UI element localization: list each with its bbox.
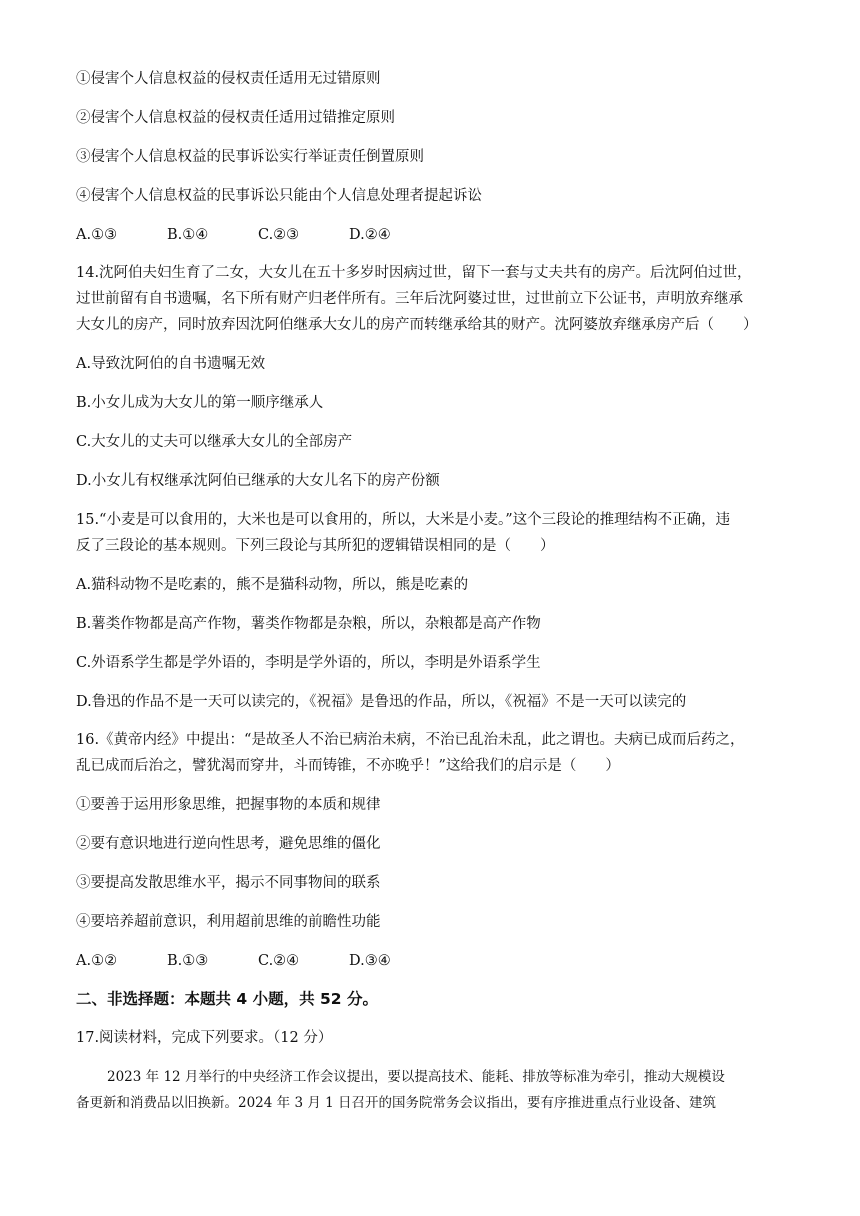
q16-option-2: ②要有意识地进行逆向性思考，避免思维的僵化 (76, 836, 381, 852)
q15-stem-line-2: 反了三段论的基本规则。下列三段论与其所犯的逻辑错误相同的是（ ） (76, 538, 555, 554)
q13-choices (76, 225, 784, 245)
q13-choice-a: A.①③ (76, 227, 118, 243)
q14-option-d: D.小女儿有权继承沈阿伯已继承的大女儿名下的房产份额 (76, 473, 440, 489)
q13-option-1: ①侵害个人信息权益的侵权责任适用无过错原则 (76, 71, 381, 87)
q14-option-c: C.大女儿的丈夫可以继承大女儿的全部房产 (76, 434, 353, 450)
q16-choice-d: D.③④ (349, 953, 391, 969)
q13-option-2: ②侵害个人信息权益的侵权责任适用过错推定原则 (76, 110, 395, 126)
q13-option-4: ④侵害个人信息权益的民事诉讼只能由个人信息处理者提起诉讼 (76, 188, 482, 204)
section-heading: 二、非选择题：本题共 4 小题，共 52 分。 (76, 990, 378, 1008)
q15-option-c: C.外语系学生都是学外语的，李明是学外语的，所以，李明是外语系学生 (76, 655, 541, 671)
q14-option-b: B.小女儿成为大女儿的第一顺序继承人 (76, 395, 324, 411)
q16-option-1: ①要善于运用形象思维，把握事物的本质和规律 (76, 797, 381, 813)
q13-choice-b: B.①④ (167, 227, 209, 243)
q14-stem-line-1: 14.沈阿伯夫妇生育了二女，大女儿在五十多岁时因病过世，留下一套与丈夫共有的房产。后沈阿伯过世， (76, 265, 752, 281)
q14-stem-line-2: 过世前留有自书遗嘱，名下所有财产归老伴所有。三年后沈阿婆过世，过世前立下公证书，声明放弃继承 (76, 291, 743, 307)
q16-stem-line-1: 16.《黄帝内经》中提出：“是故圣人不治已病治未病，不治已乱治未乱，此之谓也。夫病已成而后药之， (76, 732, 745, 748)
q16-choices (76, 951, 784, 971)
q16-choice-a: A.①② (76, 953, 118, 969)
q17-material-line-1: 2023 年 12 月举行的中央经济工作会议提出，要以提高技术、能耗、排放等标准为牵引，推动大规模设 (107, 1069, 725, 1085)
q15-option-a: A.猫科动物不是吃素的，熊不是猫科动物，所以，熊是吃素的 (76, 577, 469, 593)
q13-option-3: ③侵害个人信息权益的民事诉讼实行举证责任倒置原则 (76, 149, 424, 165)
q16-choice-b: B.①③ (167, 953, 209, 969)
q13-choice-c: C.②③ (258, 227, 300, 243)
q16-option-3: ③要提高发散思维水平，揭示不同事物间的联系 (76, 875, 381, 891)
q15-option-b: B.薯类作物都是高产作物，薯类作物都是杂粮，所以，杂粮都是高产作物 (76, 616, 541, 632)
q16-stem-line-2: 乱已成而后治之，譬犹渴而穿井，斗而铸锥，不亦晚乎！”这给我们的启示是（ ） (76, 758, 620, 774)
q17-material-line-2: 备更新和消费品以旧换新。2024 年 3 月 1 日召开的国务院常务会议指出，要有序推进重点行业设备、建筑 (76, 1095, 716, 1111)
q16-option-4: ④要培养超前意识，利用超前思维的前瞻性功能 (76, 914, 381, 930)
q14-stem-line-3: 大女儿的房产，同时放弃因沈阿伯继承大女儿的房产而转继承给其的财产。沈阿婆放弃继承房产后（ ） (76, 317, 758, 333)
q15-stem-line-1: 15.“小麦是可以食用的，大米也是可以食用的，所以，大米是小麦。”这个三段论的推理结构不正确，违 (76, 512, 731, 528)
q14-option-a: A.导致沈阿伯的自书遗嘱无效 (76, 356, 266, 372)
q15-option-d: D.鲁迅的作品不是一天可以读完的，《祝福》是鲁迅的作品，所以，《祝福》不是一天可以读完的 (76, 694, 687, 710)
q16-choice-c: C.②④ (258, 953, 300, 969)
q17-stem: 17.阅读材料，完成下列要求。（12 分） (76, 1030, 333, 1046)
q13-choice-d: D.②④ (349, 227, 391, 243)
